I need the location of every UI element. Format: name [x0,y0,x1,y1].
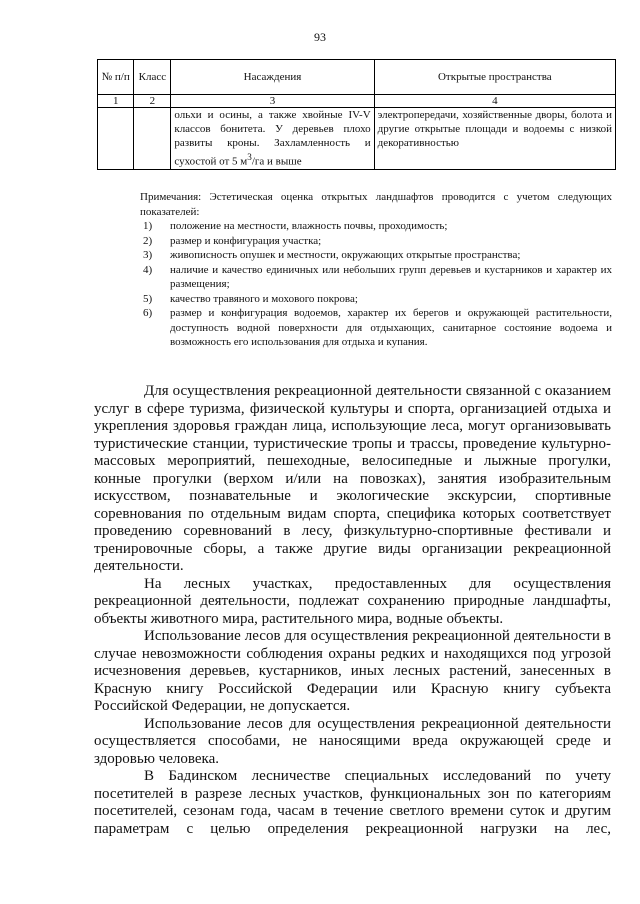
list-text: живописность опушек и местности, окружающих открытые пространства; [170,249,521,261]
list-item [140,248,612,263]
list-number: 5) [143,292,153,305]
list-text: положение на местности, влажность почвы, проходимость; [170,220,448,232]
column-number-row [98,95,616,108]
notes-intro: Примечания: Эстетическая оценка открытых ландшафтов проводится с учетом следующих показателей: [140,191,612,218]
list-number: 3) [143,249,153,261]
header-class: Класс [134,60,171,95]
list-text: размер и конфигурация участка; [170,234,322,247]
header-number: № п/п [98,60,134,95]
table-header-row [98,60,616,95]
table-cell [98,108,134,170]
list-item [140,292,612,307]
table-cell [134,108,171,170]
list-text: качество травяного и мохового покрова; [170,292,358,305]
list-number: 4) [143,263,153,276]
list-item [140,219,612,234]
list-number: 2) [143,234,153,247]
list-text: наличие и качество единичных или небольших групп деревьев и кустарников и характер их размещения; [170,263,612,290]
column-number: 2 [134,95,171,108]
table-cell-open-spaces: электропередачи, хозяйственные дворы, болота и другие открытые площади и водоемы с низкой декоративностью [374,108,615,170]
unit-superscript: 3 [247,152,252,162]
stands-text-tail: /га и выше [251,155,302,168]
notes-section [140,190,612,350]
list-item [140,263,612,292]
header-open-spaces: Открытые пространства [374,60,615,95]
header-stands: Насаждения [171,60,374,95]
list-number: 6) [143,307,153,319]
forest-classes-table [97,59,616,170]
paragraph: На лесных участках, предоставленных для осуществления рекреационной деятельности, подлежат сохранению природные ландшафты, объекты животного мира, растительного мира, водные объекты. [94,575,611,627]
list-number: 1) [143,220,153,232]
paragraph: Использование лесов для осуществления рекреационной деятельности осуществляется способами, не наносящими вреда окружающей среде и здоровью человека. [94,715,611,767]
list-text: размер и конфигурация водоемов, характер их берегов и окружающей растительности, доступность водной поверхности для отдыхающих, санитарное состояние водоема и возможность его использования для отдыха и купания. [170,307,612,348]
column-number: 4 [374,95,615,108]
paragraph: В Бадинском лесничестве специальных исследований по учету посетителей в разрезе лесных участков, функциональных зон по категориям посетителей, сезонам года, часам в течение светлого времени суток и другим параметрам с целью определения рекреационной нагрузки на лес, [94,768,611,837]
paragraph: Для осуществления рекреационной деятельности связанной с оказанием услуг в сфере туризма, физической культуры и спорта, организацией отдыха и укрепления здоровья граждан лица, использующие леса, могут организовывать туристические станции, туристические тропы и трассы, проведение культурно-массовых мероприятий, пешеходные, велосипедные и лыжные прогулки, конные прогулки (верхом и/или на повозках), занятия изобразительным искусством, познавательные и экологические экскурсии, спортивные соревнования по отдельным видам спорта, специфика которых соответствует проведению соревнований в лесу, физкультурно-спортивные фестивали и тренировочные сборы, а также другие виды организации рекреационной деятельности. [94,383,611,574]
table-cell-stands [171,108,374,170]
list-item [140,234,612,249]
body-text [94,383,611,838]
notes-list [140,219,612,350]
page-number: 93 [314,30,326,44]
column-number: 3 [171,95,374,108]
list-item [140,306,612,350]
stands-text: ольхи и осины, а также хвойные IV-V классов бонитета. У деревьев плохо развиты кроны. Захламленность и сухостой от 5 м [174,109,371,168]
column-number: 1 [98,95,134,108]
paragraph: Использование лесов для осуществления рекреационной деятельности в случае невозможности соблюдения охраны редких и находящихся под угрозой исчезновения деревьев, кустарников, иных лесных растений, занесенных в Красную книгу Российской Федерации или Красную книгу субъекта Российской Федерации, не допускается. [94,628,611,714]
table-row [98,108,616,170]
